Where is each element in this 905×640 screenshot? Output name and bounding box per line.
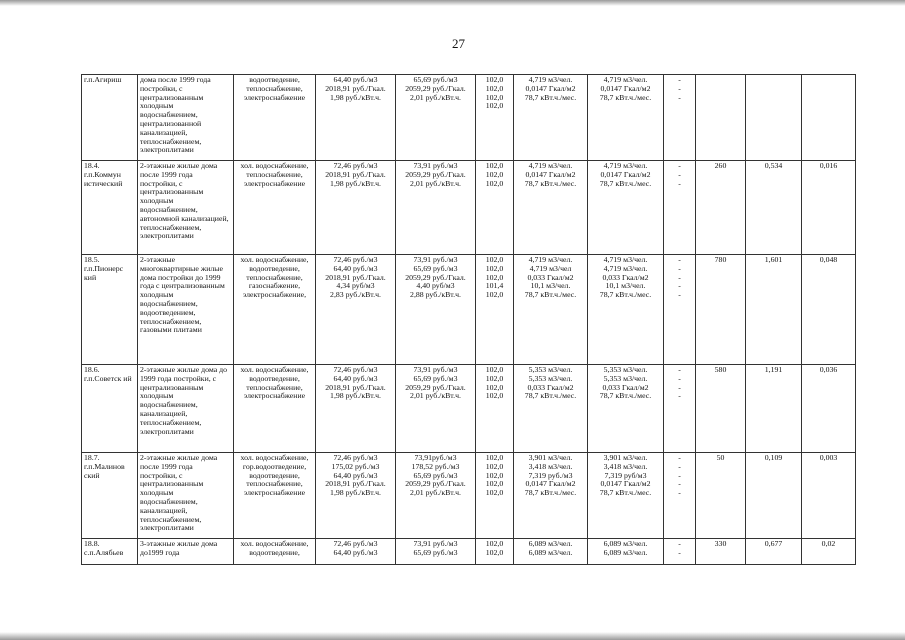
tariff-first-half-line: 2018,91 руб./Гкал. bbox=[325, 169, 386, 179]
tariff-first-half-line: 72,46 руб./м3 bbox=[333, 539, 378, 548]
tariff-second-half-line: 73,91 руб./м3 bbox=[413, 365, 458, 374]
dash-cell-line: - bbox=[678, 161, 681, 170]
value-cell-2: 1,601 bbox=[746, 255, 802, 365]
services-cell-line: электроснабжение bbox=[243, 178, 306, 188]
services-cell-line: теплоснабжение, bbox=[246, 169, 303, 179]
tariff-second-half-line: 2059,29 руб./Гкал. bbox=[405, 83, 466, 93]
norm-second-line: 4,719 м3/чел. bbox=[603, 75, 648, 84]
settlement-cell bbox=[82, 75, 138, 161]
norm-second-line: 6,089 м3/чел. bbox=[603, 547, 648, 557]
value-cell-3: 0,003 bbox=[802, 453, 856, 539]
norm-second-line: 0,0147 Гкал/м2 bbox=[600, 479, 651, 489]
row-number: 18.6. bbox=[84, 365, 100, 374]
services-cell bbox=[234, 255, 316, 365]
tariff-second-half-line: 2059,29 руб./Гкал. bbox=[405, 272, 466, 282]
norm-second bbox=[588, 539, 664, 565]
tariff-first-half-line: 2,83 руб./кВт.ч. bbox=[330, 290, 381, 300]
index-cell-line: 102,0 bbox=[485, 391, 504, 401]
tariff-first-half-line: 64,40 руб./м3 bbox=[333, 547, 378, 557]
tariff-first-half bbox=[316, 255, 396, 365]
tariff-first-half-line: 1,98 руб./кВт.ч. bbox=[330, 391, 381, 401]
norm-second-line: 78,7 кВт.ч./мес. bbox=[599, 290, 652, 300]
tariff-first-half-line: 1,98 руб./кВт.ч. bbox=[330, 178, 381, 188]
value-cell-2: 1,191 bbox=[746, 365, 802, 453]
table-row bbox=[82, 365, 856, 453]
dash-cell bbox=[664, 255, 696, 365]
index-cell-line: 102,0 bbox=[485, 539, 504, 548]
tariff-first-half-line: 72,46 руб./м3 bbox=[333, 161, 378, 170]
tariff-second-half-line: 73,91 руб./м3 bbox=[413, 255, 458, 264]
dash-cell-line: - bbox=[678, 92, 681, 102]
norm-second-line: 6,089 м3/чел. bbox=[603, 539, 648, 548]
row-number: 18.4. bbox=[84, 161, 100, 170]
norm-first-line: 7,319 руб./м3 bbox=[528, 470, 573, 480]
norm-first-line: 5,353 м3/чел. bbox=[528, 365, 573, 374]
norm-second bbox=[588, 161, 664, 255]
settlement-cell bbox=[82, 161, 138, 255]
services-cell-line: теплоснабжение, bbox=[246, 272, 303, 282]
value-cell-1: 260 bbox=[696, 161, 746, 255]
tariff-first-half-line: 64,40 руб./м3 bbox=[333, 373, 378, 383]
norm-first-line: 4,719 м3/чел. bbox=[528, 161, 573, 170]
dash-cell-line: - bbox=[678, 539, 681, 548]
tariff-second-half-line: 2,01 руб./кВт.ч. bbox=[410, 178, 461, 188]
tariff-first-half-line: 72,46 руб./м3 bbox=[333, 453, 378, 462]
value-cell-1: 580 bbox=[696, 365, 746, 453]
norm-second-line: 10,1 м3/чел. bbox=[605, 281, 646, 291]
norm-first-line: 6,089 м3/чел. bbox=[528, 539, 573, 548]
services-cell-line: водоотведение, bbox=[249, 470, 300, 480]
index-cell-line: 102,0 bbox=[485, 101, 504, 111]
settlement-cell bbox=[82, 255, 138, 365]
scan-edge-bottom bbox=[0, 632, 905, 640]
dash-cell bbox=[664, 75, 696, 161]
tariff-first-half bbox=[316, 161, 396, 255]
norm-first-line: 78,7 кВт.ч./мес. bbox=[524, 178, 577, 188]
dash-cell bbox=[664, 161, 696, 255]
norm-first-line: 0,0147 Гкал/м2 bbox=[525, 169, 576, 179]
tariff-second-half bbox=[396, 539, 476, 565]
settlement-name: г.п.Малинов ский bbox=[84, 461, 125, 480]
norm-first-line: 78,7 кВт.ч./мес. bbox=[524, 92, 577, 102]
norm-second-line: 78,7 кВт.ч./мес. bbox=[599, 488, 652, 498]
tariff-second-half-line: 73,91 руб./м3 bbox=[413, 539, 458, 548]
services-cell-line: водоотведение, bbox=[249, 75, 300, 84]
settlement-cell bbox=[82, 453, 138, 539]
index-cell-line: 102,0 bbox=[485, 83, 504, 93]
norm-second-line: 78,7 кВт.ч./мес. bbox=[599, 391, 652, 401]
tariff-second-half-line: 2059,29 руб./Гкал. bbox=[405, 382, 466, 392]
norm-second-line: 4,719 м3/чел. bbox=[603, 263, 648, 273]
index-cell-line: 102,0 bbox=[485, 290, 504, 300]
value-cell-2 bbox=[746, 75, 802, 161]
norm-first-line: 5,353 м3/чел. bbox=[528, 373, 573, 383]
services-cell-line: теплоснабжение, bbox=[246, 479, 303, 489]
housing-description: 2-этажные жилые дома после 1999 года постройки, с централизованным холодным водоснабжением, автономной канализацией, теплоснабжением, электроплитами bbox=[138, 161, 234, 255]
norm-first-line: 78,7 кВт.ч./мес. bbox=[524, 290, 577, 300]
value-cell-3: 0,016 bbox=[802, 161, 856, 255]
services-cell-line: газоснабжение, bbox=[248, 281, 301, 291]
value-cell-1: 780 bbox=[696, 255, 746, 365]
value-cell-1: 50 bbox=[696, 453, 746, 539]
dash-cell-line: - bbox=[678, 169, 681, 179]
dash-cell bbox=[664, 539, 696, 565]
services-cell-line: теплоснабжение, bbox=[246, 83, 303, 93]
tariff-first-half-line: 64,40 руб./м3 bbox=[333, 263, 378, 273]
settlement-name: г.п.Советск ий bbox=[84, 373, 132, 383]
tariff-second-half-line: 2,88 руб./кВт.ч. bbox=[410, 290, 461, 300]
tariff-second-half-line: 65,69 руб./м3 bbox=[413, 373, 458, 383]
dash-cell-line: - bbox=[678, 461, 681, 471]
index-cell-line: 102,0 bbox=[485, 169, 504, 179]
housing-description: 2-этажные жилые дома после 1999 года постройки, с централизованным холодным водоснабжением, канализацией, теплоснабжением, электроплитами bbox=[138, 453, 234, 539]
tariff-first-half-line: 1,98 руб./кВт.ч. bbox=[330, 92, 381, 102]
tariff-first-half-line: 2018,91 руб./Гкал. bbox=[325, 382, 386, 392]
index-cell-line: 102,0 bbox=[485, 488, 504, 498]
tariff-first-half-line: 1,98 руб./кВт.ч. bbox=[330, 488, 381, 498]
norm-second-line: 78,7 кВт.ч./мес. bbox=[599, 92, 652, 102]
tariff-second-half bbox=[396, 161, 476, 255]
dash-cell-line: - bbox=[678, 365, 681, 374]
norm-second-line: 4,719 м3/чел. bbox=[603, 161, 648, 170]
tariff-first-half bbox=[316, 453, 396, 539]
settlement-name: г.п.Агириш bbox=[84, 75, 122, 84]
tariff-second-half bbox=[396, 255, 476, 365]
norm-second bbox=[588, 75, 664, 161]
tariff-first-half-line: 72,46 руб./м3 bbox=[333, 255, 378, 264]
index-cell bbox=[476, 365, 514, 453]
housing-description: дома после 1999 года постройки, с централизованным холодным водоснабжением, централизованной канализацией, теплоснабжением, электроплитами bbox=[138, 75, 234, 161]
norm-second-line: 4,719 м3/чел. bbox=[603, 255, 648, 264]
tariff-second-half-line: 2,01 руб./кВт.ч. bbox=[410, 391, 461, 401]
index-cell bbox=[476, 539, 514, 565]
norm-second bbox=[588, 365, 664, 453]
value-cell-1: 330 bbox=[696, 539, 746, 565]
row-number: 18.7. bbox=[84, 453, 100, 462]
tariff-second-half-line: 2059,29 руб./Гкал. bbox=[405, 169, 466, 179]
norm-second-line: 3,901 м3/чел. bbox=[603, 453, 648, 462]
tariff-first-half-line: 2018,91 руб./Гкал. bbox=[325, 272, 386, 282]
norm-first bbox=[514, 75, 588, 161]
housing-description: 3-этажные жилые дома до1999 года bbox=[138, 539, 234, 565]
dash-cell-line: - bbox=[678, 373, 681, 383]
dash-cell-line: - bbox=[678, 263, 681, 273]
tariff-table bbox=[81, 74, 856, 565]
value-cell-3: 0,02 bbox=[802, 539, 856, 565]
tariff-second-half-line: 4,40 руб/м3 bbox=[416, 281, 455, 291]
norm-second-line: 3,418 м3/чел. bbox=[603, 461, 648, 471]
value-cell-3: 0,048 bbox=[802, 255, 856, 365]
index-cell-line: 102,0 bbox=[485, 92, 504, 102]
tariff-second-half-line: 65,69 руб./м3 bbox=[413, 263, 458, 273]
norm-first bbox=[514, 161, 588, 255]
norm-first-line: 4,719 м3/чел. bbox=[528, 75, 573, 84]
tariff-second-half-line: 2,01 руб./кВт.ч. bbox=[410, 488, 461, 498]
services-cell-line: хол. водоснабжение, bbox=[240, 255, 309, 264]
table-row bbox=[82, 539, 856, 565]
dash-cell-line: - bbox=[678, 547, 681, 557]
index-cell-line: 102,0 bbox=[485, 470, 504, 480]
housing-description: 2-этажные многоквартирные жилые дома постройки до 1999 года с централизованным холодным водоснабжением, водоотведением, теплоснабжением, газовыми плитами bbox=[138, 255, 234, 365]
value-cell-1 bbox=[696, 75, 746, 161]
norm-first-line: 78,7 кВт.ч./мес. bbox=[524, 488, 577, 498]
norm-first-line: 0,0147 Гкал/м2 bbox=[525, 83, 576, 93]
norm-first-line: 4,719 м3/чел. bbox=[528, 255, 573, 264]
tariff-first-half-line: 175,02 руб./м3 bbox=[331, 461, 380, 471]
settlement-cell bbox=[82, 365, 138, 453]
index-cell-line: 101,4 bbox=[485, 281, 504, 291]
dash-cell-line: - bbox=[678, 290, 681, 300]
tariff-second-half-line: 2059,29 руб./Гкал. bbox=[405, 479, 466, 489]
services-cell-line: водоотведение, bbox=[249, 373, 300, 383]
norm-second-line: 0,033 Гкал/м2 bbox=[602, 272, 649, 282]
services-cell bbox=[234, 365, 316, 453]
norm-first-line: 3,901 м3/чел. bbox=[528, 453, 573, 462]
tariff-first-half-line: 2018,91 руб./Гкал. bbox=[325, 479, 386, 489]
value-cell-2: 0,109 bbox=[746, 453, 802, 539]
index-cell-line: 102,0 bbox=[485, 461, 504, 471]
dash-cell-line: - bbox=[678, 453, 681, 462]
norm-second-line: 5,353 м3/чел. bbox=[603, 365, 648, 374]
dash-cell-line: - bbox=[678, 272, 681, 282]
dash-cell-line: - bbox=[678, 281, 681, 291]
services-cell-line: гор.водоотведение, bbox=[242, 461, 307, 471]
index-cell-line: 102,0 bbox=[485, 272, 504, 282]
tariff-first-half-line: 4,34 руб/м3 bbox=[336, 281, 375, 291]
services-cell-line: водоотведение, bbox=[249, 263, 300, 273]
services-cell-line: электроснабжение bbox=[243, 391, 306, 401]
services-cell-line: хол. водоснабжение, bbox=[240, 365, 309, 374]
norm-first-line: 6,089 м3/чел. bbox=[528, 547, 573, 557]
housing-description: 2-этажные жилые дома до 1999 года постройки, с централизованным холодным водоснабжением, канализацией, теплоснабжением, электроплитами bbox=[138, 365, 234, 453]
services-cell-line: электроснабжение bbox=[243, 92, 306, 102]
tariff-second-half bbox=[396, 365, 476, 453]
index-cell-line: 102,0 bbox=[485, 373, 504, 383]
index-cell-line: 102,0 bbox=[485, 479, 504, 489]
settlement-name: г.п.Пионерс кий bbox=[84, 263, 124, 282]
value-cell-3 bbox=[802, 75, 856, 161]
norm-second bbox=[588, 255, 664, 365]
dash-cell-line: - bbox=[678, 178, 681, 188]
index-cell-line: 102,0 bbox=[485, 75, 504, 84]
norm-first bbox=[514, 365, 588, 453]
norm-second-line: 0,0147 Гкал/м2 bbox=[600, 169, 651, 179]
settlement-name: г.п.Коммун истический bbox=[84, 169, 123, 188]
tariff-first-half-line: 2018,91 руб./Гкал. bbox=[325, 83, 386, 93]
dash-cell-line: - bbox=[678, 488, 681, 498]
tariff-second-half bbox=[396, 75, 476, 161]
index-cell bbox=[476, 75, 514, 161]
value-cell-2: 0,534 bbox=[746, 161, 802, 255]
index-cell-line: 102,0 bbox=[485, 161, 504, 170]
norm-first bbox=[514, 539, 588, 565]
row-number: 18.5. bbox=[84, 255, 100, 264]
dash-cell-line: - bbox=[678, 83, 681, 93]
dash-cell-line: - bbox=[678, 255, 681, 264]
table-row bbox=[82, 453, 856, 539]
dash-cell-line: - bbox=[678, 391, 681, 401]
services-cell-line: электроснабжение, bbox=[242, 290, 307, 300]
tariff-second-half-line: 65,69 руб./м3 bbox=[413, 547, 458, 557]
tariff-second-half-line: 65,69 руб./м3 bbox=[413, 75, 458, 84]
services-cell-line: хол. водоснабжение, bbox=[240, 161, 309, 170]
services-cell bbox=[234, 453, 316, 539]
index-cell bbox=[476, 453, 514, 539]
tariff-first-half bbox=[316, 539, 396, 565]
index-cell-line: 102,0 bbox=[485, 263, 504, 273]
row-number: 18.8. bbox=[84, 539, 100, 548]
tariff-first-half-line: 64,40 руб./м3 bbox=[333, 75, 378, 84]
norm-second-line: 0,0147 Гкал/м2 bbox=[600, 83, 651, 93]
norm-first-line: 3,418 м3/чел. bbox=[528, 461, 573, 471]
settlement-cell bbox=[82, 539, 138, 565]
table-row bbox=[82, 161, 856, 255]
page-number: 27 bbox=[452, 36, 465, 51]
services-cell bbox=[234, 75, 316, 161]
value-cell-3: 0,036 bbox=[802, 365, 856, 453]
services-cell bbox=[234, 161, 316, 255]
settlement-name: с.п.Алябьев bbox=[84, 547, 124, 557]
norm-first bbox=[514, 255, 588, 365]
services-cell-line: водоотведение, bbox=[249, 547, 300, 557]
dash-cell-line: - bbox=[678, 470, 681, 480]
norm-first-line: 0,033 Гкал/м2 bbox=[527, 382, 574, 392]
norm-first-line: 0,033 Гкал/м2 bbox=[527, 272, 574, 282]
services-cell-line: хол. водоснабжение, bbox=[240, 539, 309, 548]
dash-cell-line: - bbox=[678, 479, 681, 489]
table-row bbox=[82, 255, 856, 365]
norm-second-line: 7,319 руб/м3 bbox=[604, 470, 647, 480]
tariff-first-half-line: 72,46 руб./м3 bbox=[333, 365, 378, 374]
tariff-second-half-line: 73,91 руб./м3 bbox=[413, 161, 458, 170]
index-cell bbox=[476, 255, 514, 365]
tariff-second-half-line: 2,01 руб./кВт.ч. bbox=[410, 92, 461, 102]
table-row bbox=[82, 75, 856, 161]
norm-second-line: 78,7 кВт.ч./мес. bbox=[599, 178, 652, 188]
index-cell bbox=[476, 161, 514, 255]
index-cell-line: 102,0 bbox=[485, 178, 504, 188]
value-cell-2: 0,677 bbox=[746, 539, 802, 565]
index-cell-line: 102,0 bbox=[485, 365, 504, 374]
tariff-first-half bbox=[316, 365, 396, 453]
tariff-second-half bbox=[396, 453, 476, 539]
tariff-second-half-line: 178,52 руб./м3 bbox=[411, 461, 460, 471]
norm-first bbox=[514, 453, 588, 539]
index-cell-line: 102,0 bbox=[485, 547, 504, 557]
norm-first-line: 4,719 м3/чел bbox=[529, 263, 572, 273]
norm-first-line: 0,0147 Гкал/м2 bbox=[525, 479, 576, 489]
index-cell-line: 102,0 bbox=[485, 255, 504, 264]
dash-cell-line: - bbox=[678, 382, 681, 392]
dash-cell-line: - bbox=[678, 75, 681, 84]
tariff-second-half-line: 65,69 руб./м3 bbox=[413, 470, 458, 480]
services-cell-line: электроснабжение bbox=[243, 488, 306, 498]
services-cell-line: теплоснабжение, bbox=[246, 382, 303, 392]
norm-second bbox=[588, 453, 664, 539]
index-cell-line: 102,0 bbox=[485, 382, 504, 392]
services-cell bbox=[234, 539, 316, 565]
services-cell-line: хол. водоснабжение, bbox=[240, 453, 309, 462]
norm-second-line: 0,033 Гкал/м2 bbox=[602, 382, 649, 392]
norm-first-line: 10,1 м3/чел. bbox=[530, 281, 571, 291]
dash-cell bbox=[664, 365, 696, 453]
tariff-second-half-line: 73,91руб./м3 bbox=[414, 453, 457, 462]
tariff-first-half bbox=[316, 75, 396, 161]
tariff-first-half-line: 64,40 руб./м3 bbox=[333, 470, 378, 480]
scan-edge-top bbox=[0, 0, 905, 6]
index-cell-line: 102,0 bbox=[485, 453, 504, 462]
dash-cell bbox=[664, 453, 696, 539]
norm-first-line: 78,7 кВт.ч./мес. bbox=[524, 391, 577, 401]
norm-second-line: 5,353 м3/чел. bbox=[603, 373, 648, 383]
